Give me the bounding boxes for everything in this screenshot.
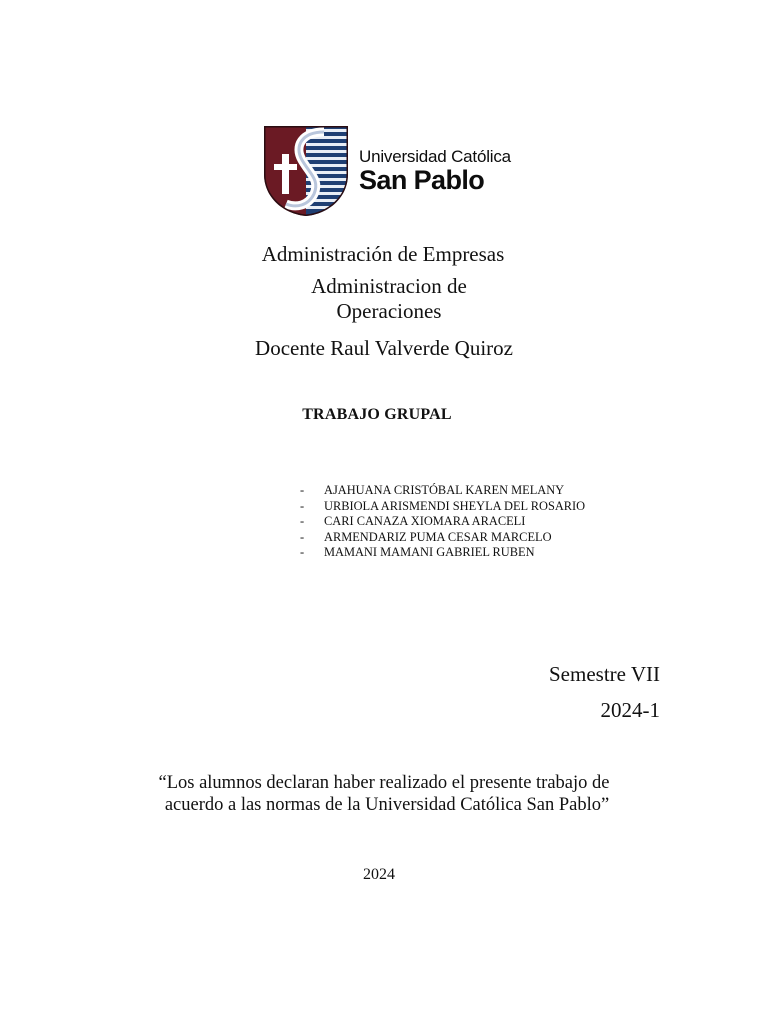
list-item: [300, 530, 585, 546]
list-item: [300, 514, 585, 530]
list-bullet: -: [300, 483, 305, 497]
academic-declaration: [0, 772, 768, 816]
list-item: [300, 545, 585, 561]
declaration-line1: “Los alumnos declaran haber realizado el presente trabajo de: [158, 773, 610, 793]
list-item: [300, 483, 585, 499]
teacher-name: Docente Raul Valverde Quiroz: [255, 336, 513, 360]
members-list: [300, 483, 585, 561]
career-title: Administración de Empresas: [261, 242, 505, 266]
member-name: CARI CANAZA XIOMARA ARACELI: [324, 514, 526, 529]
university-name-line1: Universidad Católica: [359, 147, 511, 166]
work-title: TRABAJO GRUPAL: [302, 406, 452, 423]
list-bullet: -: [300, 514, 305, 529]
university-name: [359, 148, 511, 194]
course-title-line2: Operaciones: [336, 299, 442, 323]
member-name: URBIOLA ARISMENDI SHEYLA DEL ROSARIO: [324, 498, 586, 513]
semester-label: Semestre VII: [549, 662, 660, 686]
list-bullet: -: [300, 498, 305, 513]
list-item: [300, 499, 585, 515]
course-title-line1: Administracion de: [311, 274, 467, 298]
list-bullet: -: [300, 529, 305, 544]
university-crest-icon: [262, 124, 350, 218]
member-name: ARMENDARIZ PUMA CESAR MARCELO: [324, 529, 552, 544]
academic-period: 2024-1: [600, 698, 660, 722]
member-name: AJAHUANA CRISTÓBAL KAREN MELANY: [324, 483, 565, 497]
university-logo: [262, 124, 518, 218]
declaration-line2: acuerdo a las normas de la Universidad Católica San Pablo”: [164, 795, 610, 815]
list-bullet: -: [300, 545, 305, 560]
member-name: MAMANI MAMANI GABRIEL RUBEN: [324, 545, 535, 560]
university-name-line2: San Pablo: [359, 165, 485, 195]
document-year: 2024: [363, 866, 395, 883]
